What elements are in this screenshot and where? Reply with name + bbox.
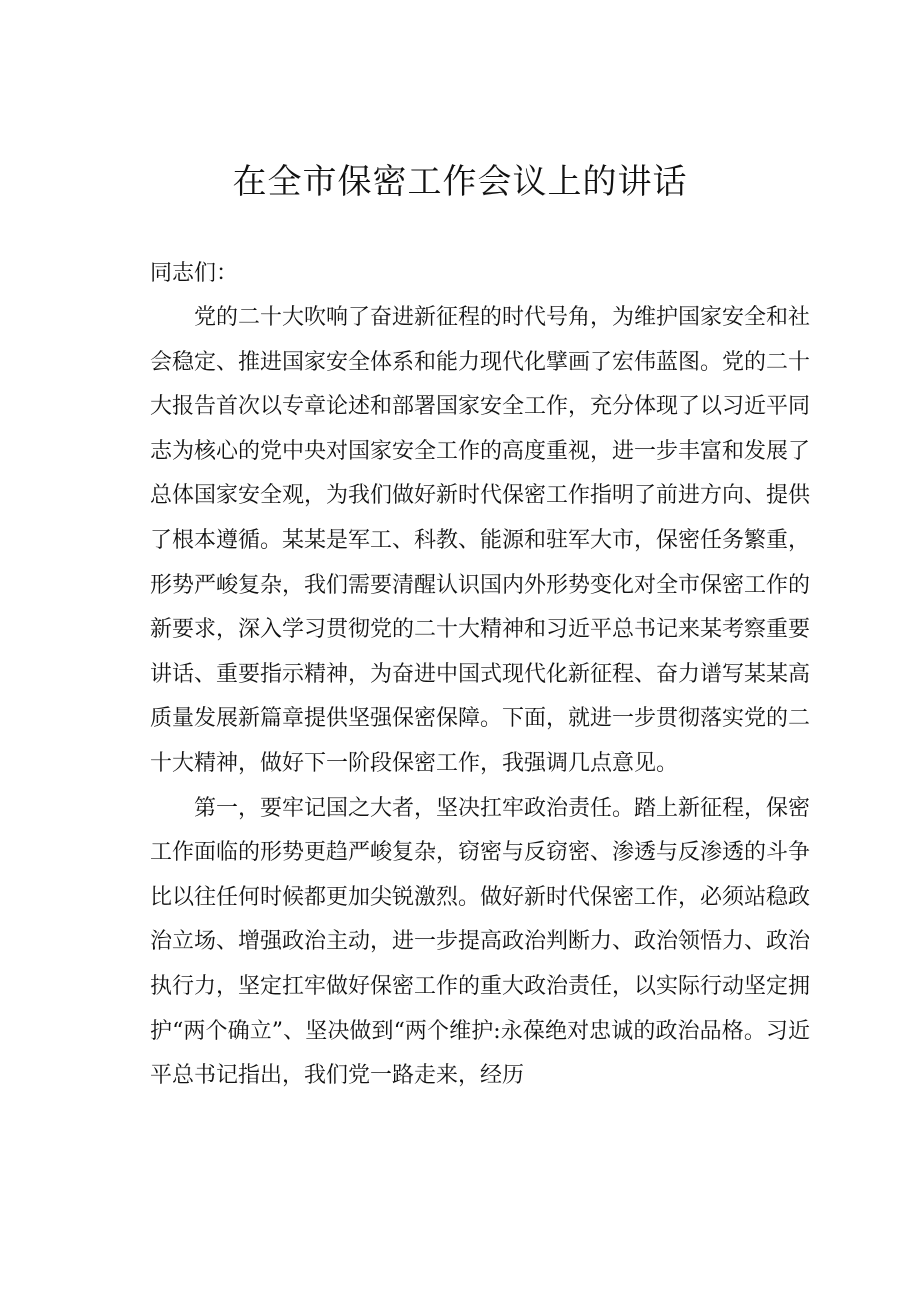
page-title: 在全市保密工作会议上的讲话 [232,162,688,202]
salutation: 同志们： [150,261,239,286]
paragraph-intro: 党的二十大吹响了奋进新征程的时代号角，为维护国家安全和社会稳定、推进国家安全体系和能力现代化擘画了宏伟蓝图。党的二十大报告首次以专章论述和部署国家安全工作，充分体现了以习近平同志为核心的党中央对国家安全工作的高度重视，进一步丰富和发展了总体国家安全观，为我们做好新时代保密工作指明了前进方向、提供了根本遵循。某某是军工、科教、能源和驻军大市，保密任务繁重，形势严峻复杂，我们需要清醒认识国内外形势变化对全市保密工作的新要求，深入学习贯彻党的二十大精神和习近平总书记来某考察重要讲话、重要指示精神，为奋进中国式现代化新征程、奋力谱写某某高质量发展新篇章提供坚强保密保障。下面，就进一步贯彻落实党的二十大精神，做好下一阶段保密工作，我强调几点意见。 [150,305,811,776]
document-body [150,296,810,1099]
paragraph-point-one: 第一，要牢记国之大者，坚决扛牢政治责任。踏上新征程，保密工作面临的形势更趋严峻复杂，窃密与反窃密、渗透与反渗透的斗争比以往任何时候都更加尖锐激烈。做好新时代保密工作，必须站稳政治立场、增强政治主动，进一步提高政治判断力、政治领悟力、政治执行力，坚定扛牢做好保密工作的重大政治责任，以实际行动坚定拥护“两个确立”、坚决做到“两个维护:永葆绝对忠诚的政治品格。习近平总书记指出，我们党一路走来，经历 [150,795,811,1089]
